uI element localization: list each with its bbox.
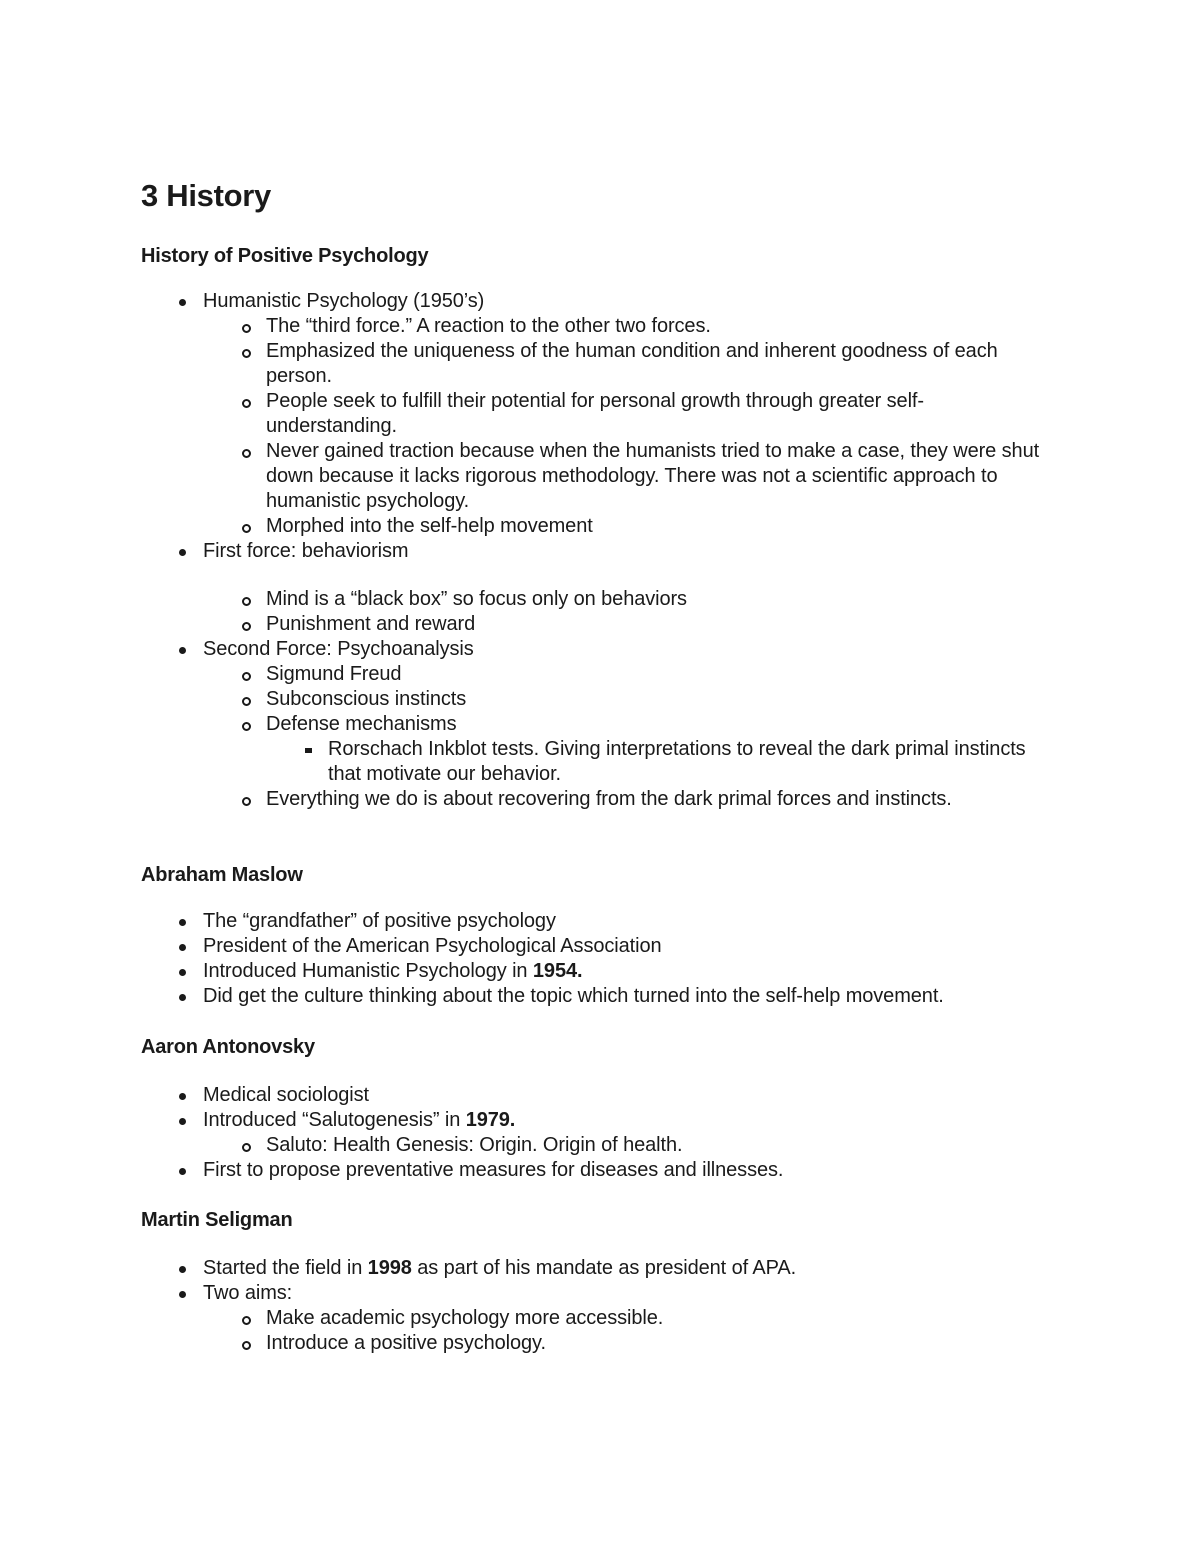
list-item: Mind is a “black box” so focus only on behaviors xyxy=(0,587,1200,612)
circle-bullet-icon xyxy=(242,722,251,731)
page-title: 3 History xyxy=(141,178,271,213)
list-item: Humanistic Psychology (1950’s) xyxy=(0,289,1200,314)
disc-bullet-icon xyxy=(179,1118,186,1125)
seligman-list xyxy=(0,1256,1200,1356)
circle-bullet-icon xyxy=(242,1143,251,1152)
circle-bullet-icon xyxy=(242,597,251,606)
circle-bullet-icon xyxy=(242,797,251,806)
list-spacer xyxy=(0,564,1200,587)
list-item: Emphasized the uniqueness of the human condition and inherent goodness of each person. xyxy=(0,339,1200,389)
list-item: Started the field in 1998 as part of his mandate as president of APA. xyxy=(0,1256,1200,1281)
circle-bullet-icon xyxy=(242,697,251,706)
disc-bullet-icon xyxy=(179,1266,186,1273)
section-heading-seligman: Martin Seligman xyxy=(141,1209,293,1231)
disc-bullet-icon xyxy=(179,1291,186,1298)
list-item: Introduced Humanistic Psychology in 1954. xyxy=(0,959,1200,984)
list-item: First force: behaviorism xyxy=(0,539,1200,564)
list-item: Introduced “Salutogenesis” in 1979. xyxy=(0,1108,1200,1133)
list-item: People seek to fulfill their potential for personal growth through greater self-understanding. xyxy=(0,389,1200,439)
circle-bullet-icon xyxy=(242,349,251,358)
section-heading-antonovsky: Aaron Antonovsky xyxy=(141,1036,315,1058)
list-item: Two aims: xyxy=(0,1281,1200,1306)
circle-bullet-icon xyxy=(242,622,251,631)
section-heading-history: History of Positive Psychology xyxy=(141,245,429,267)
disc-bullet-icon xyxy=(179,647,186,654)
list-item: Rorschach Inkblot tests. Giving interpretations to reveal the dark primal instincts that motivate our behavior. xyxy=(0,737,1200,787)
list-item: Subconscious instincts xyxy=(0,687,1200,712)
disc-bullet-icon xyxy=(179,1093,186,1100)
disc-bullet-icon xyxy=(179,549,186,556)
disc-bullet-icon xyxy=(179,919,186,926)
disc-bullet-icon xyxy=(179,944,186,951)
circle-bullet-icon xyxy=(242,1341,251,1350)
list-item: Saluto: Health Genesis: Origin. Origin of health. xyxy=(0,1133,1200,1158)
list-item: The “third force.” A reaction to the other two forces. xyxy=(0,314,1200,339)
disc-bullet-icon xyxy=(179,1168,186,1175)
list-item: Defense mechanisms xyxy=(0,712,1200,737)
disc-bullet-icon xyxy=(179,299,186,306)
circle-bullet-icon xyxy=(242,399,251,408)
list-item: Never gained traction because when the humanists tried to make a case, they were shut down because it lacks rigorous methodology. There was not a scientific approach to humanistic psychology. xyxy=(0,439,1200,514)
disc-bullet-icon xyxy=(179,994,186,1001)
list-item: Introduce a positive psychology. xyxy=(0,1331,1200,1356)
list-item: Morphed into the self-help movement xyxy=(0,514,1200,539)
disc-bullet-icon xyxy=(179,969,186,976)
list-item: The “grandfather” of positive psychology xyxy=(0,909,1200,934)
circle-bullet-icon xyxy=(242,672,251,681)
section-heading-maslow: Abraham Maslow xyxy=(141,864,303,886)
list-item: First to propose preventative measures for diseases and illnesses. xyxy=(0,1158,1200,1183)
circle-bullet-icon xyxy=(242,324,251,333)
antonovsky-list xyxy=(0,1083,1200,1183)
list-item: President of the American Psychological Association xyxy=(0,934,1200,959)
circle-bullet-icon xyxy=(242,524,251,533)
list-item: Did get the culture thinking about the topic which turned into the self-help movement. xyxy=(0,984,1200,1009)
square-bullet-icon xyxy=(305,748,312,753)
maslow-list xyxy=(0,909,1200,1009)
circle-bullet-icon xyxy=(242,1316,251,1325)
history-list xyxy=(0,289,1200,812)
list-item: Make academic psychology more accessible. xyxy=(0,1306,1200,1331)
list-item: Second Force: Psychoanalysis xyxy=(0,637,1200,662)
list-item: Everything we do is about recovering from the dark primal forces and instincts. xyxy=(0,787,1200,812)
list-item: Medical sociologist xyxy=(0,1083,1200,1108)
circle-bullet-icon xyxy=(242,449,251,458)
list-item: Punishment and reward xyxy=(0,612,1200,637)
list-item: Sigmund Freud xyxy=(0,662,1200,687)
